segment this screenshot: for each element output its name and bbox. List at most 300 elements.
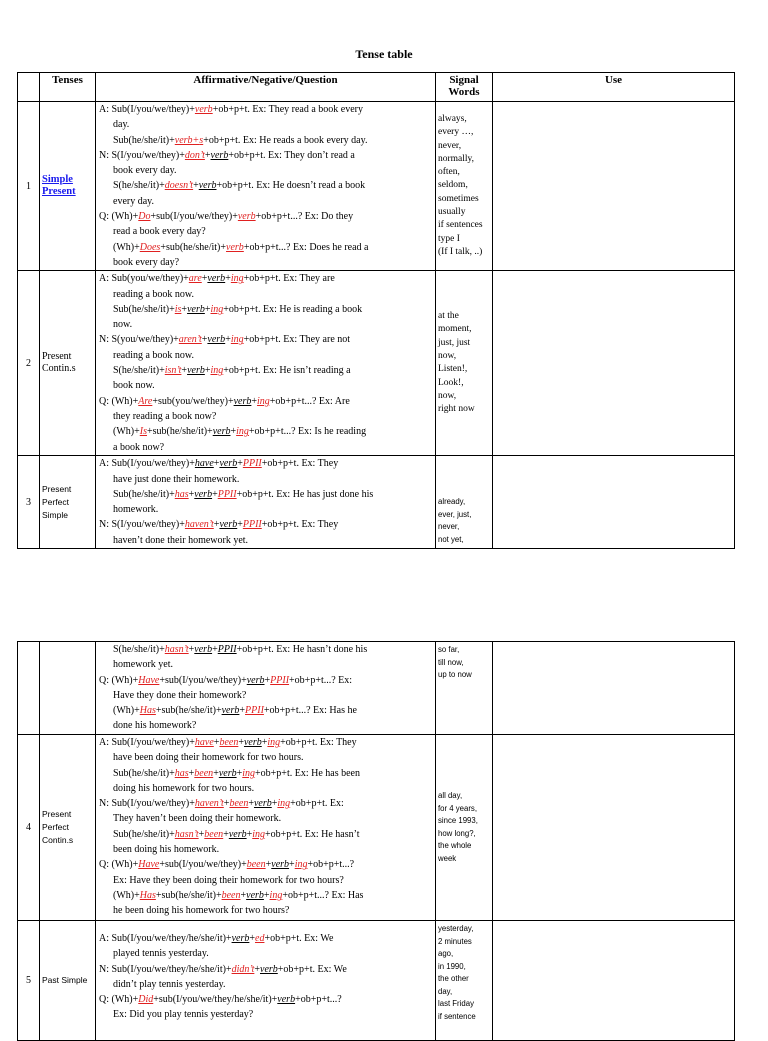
formula-text: + xyxy=(264,674,271,686)
formula-text: didn’t play tennis yesterday. xyxy=(113,978,226,990)
formula-token: PPII xyxy=(270,674,290,686)
formula-text: +ob+p+t...? Ex: Do they xyxy=(255,211,354,223)
formula-text: + xyxy=(289,859,295,871)
signal-word: since 1993, xyxy=(438,816,478,825)
formula-text: + xyxy=(213,767,219,779)
signal-word: ever, just, xyxy=(438,509,472,519)
formula-token: ed xyxy=(255,933,265,944)
formula-token: verb xyxy=(207,273,226,285)
formula-text: +ob+p+t. Ex: They are xyxy=(243,273,335,285)
tense-name-cell: Present Perfect Contin.s xyxy=(40,735,96,921)
formula-token: Are xyxy=(138,395,153,407)
tense-name-cell: Present Perfect Simple xyxy=(40,456,96,549)
formula-text: +ob+p+t. Ex: They xyxy=(261,458,339,470)
signal-word: at the xyxy=(438,311,459,322)
formula-line xyxy=(99,657,433,672)
header-signal-text: Signal Words xyxy=(448,74,480,98)
formula-token: been xyxy=(219,737,239,748)
signal-word: usually xyxy=(438,207,466,218)
formula-text: +ob+p+t...? xyxy=(307,859,355,871)
formula-line xyxy=(99,317,433,332)
formula-line xyxy=(99,440,433,455)
formula-text: +ob+p+t...? Ex: Is he reading xyxy=(248,426,367,438)
formula-text: now. xyxy=(113,319,133,331)
formula-text: done his homework? xyxy=(113,720,197,732)
formula-text: A: Sub(I/you/we/they/he/she/it)+ xyxy=(99,933,232,944)
formula-text: +ob+p+t. Ex: He doesn’t read a book xyxy=(216,180,366,192)
row-number: 2 xyxy=(18,271,40,456)
formula-text: Q: (Wh)+ xyxy=(99,859,139,871)
formula-token: ing xyxy=(277,798,291,810)
signal-word: right now xyxy=(438,404,475,415)
formula-line xyxy=(99,363,433,378)
formula-token: ing xyxy=(210,303,224,315)
formula-token: didn’t xyxy=(231,963,255,975)
formula-text: reading a book now. xyxy=(113,349,194,361)
formula-text: homework. xyxy=(113,504,159,516)
forms-cell xyxy=(96,921,436,1041)
formula-text: have been doing their homework for two hours. xyxy=(113,752,304,764)
signal-word: if sentence xyxy=(438,1011,476,1021)
formula-text: + xyxy=(213,458,220,470)
formula-text: Q: (Wh)+ xyxy=(99,211,139,223)
formula-line xyxy=(99,888,433,903)
use-cell xyxy=(493,735,735,921)
signal-word: 2 minutes xyxy=(438,936,472,946)
tense-name-cell: Present Contin.s xyxy=(40,271,96,456)
formula-line xyxy=(99,472,433,487)
formula-token: verb xyxy=(246,674,265,686)
formula-token: ing xyxy=(267,737,281,748)
formula-text: +sub(he/she/it)+ xyxy=(146,426,213,438)
formula-text: +sub(I/you/we/they)+ xyxy=(159,674,247,686)
formula-text: + xyxy=(225,273,231,285)
formula-token: verb xyxy=(174,134,193,146)
formula-text: +ob+p+t. Ex: He has been xyxy=(255,767,360,779)
table-row xyxy=(18,735,735,921)
formula-text: + xyxy=(265,859,272,871)
formula-token: been xyxy=(246,859,266,871)
table-row xyxy=(18,921,735,1041)
formula-token: verb xyxy=(198,180,217,192)
formula-token: hasn’t xyxy=(174,828,199,840)
formula-text: +ob+p+t. Ex: We xyxy=(264,933,334,944)
formula-text: A: Sub(I/you/we/they)+ xyxy=(99,458,195,470)
formula-line xyxy=(99,842,433,857)
formula-line xyxy=(99,1007,433,1022)
signal-words-cell xyxy=(436,642,493,735)
formula-text: +ob+p+t...? Ex: xyxy=(289,674,353,686)
signal-word: the whole xyxy=(438,841,472,850)
formula-token: has xyxy=(174,767,189,779)
formula-line xyxy=(99,703,433,718)
formula-text: N: S(I/you/we/they)+ xyxy=(99,149,185,161)
formula-token: verb xyxy=(219,519,238,531)
formula-line xyxy=(99,718,433,733)
formula-token: verb xyxy=(237,211,256,223)
formula-token: isn’t xyxy=(164,365,182,377)
row-number: 4 xyxy=(18,735,40,921)
formula-text: + xyxy=(181,365,188,377)
formula-line xyxy=(99,117,433,132)
signal-word: if sentences xyxy=(438,220,483,231)
formula-token: verb xyxy=(271,859,290,871)
formula-text: (Wh)+ xyxy=(113,241,140,253)
formula-text: + xyxy=(237,458,243,470)
formula-line xyxy=(99,502,433,517)
formula-token: Has xyxy=(139,889,156,901)
formula-token: verb xyxy=(194,488,213,500)
formula-text: N: Sub(I/you/we/they)+ xyxy=(99,798,195,810)
forms-cell xyxy=(96,456,436,549)
tense-link-simple-present[interactable]: Simple Present xyxy=(42,174,76,198)
formula-line xyxy=(99,224,433,239)
formula-line xyxy=(99,409,433,424)
signal-word: not yet, xyxy=(438,534,464,544)
formula-text: + xyxy=(236,767,243,779)
formula-token: PPII xyxy=(242,519,262,531)
formula-text: reading a book now. xyxy=(113,288,194,300)
formula-line xyxy=(99,302,433,317)
formula-token: verb xyxy=(243,737,262,748)
formula-token: verb xyxy=(210,149,229,161)
signal-word: up to now xyxy=(438,670,472,679)
formula-text: + xyxy=(181,303,188,315)
formula-text: +sub(I/you/we/they/he/she/it)+ xyxy=(153,994,278,1006)
formula-line xyxy=(99,673,433,688)
row-number: 3 xyxy=(18,456,40,549)
formula-token: Is xyxy=(139,426,147,438)
formula-line xyxy=(99,857,433,872)
signal-words-cell xyxy=(436,921,493,1041)
signal-word: so far, xyxy=(438,645,460,654)
formula-text: + xyxy=(223,798,230,810)
signal-word: all day, xyxy=(438,791,463,800)
formula-token: verb xyxy=(277,994,296,1006)
formula-text: book every day? xyxy=(113,256,180,268)
formula-text: Sub(he/she/it)+ xyxy=(113,134,175,146)
formula-line xyxy=(99,688,433,703)
formula-text: +sub(I/you/we/they)+ xyxy=(150,211,238,223)
signal-word: in 1990, xyxy=(438,961,466,971)
formula-line xyxy=(99,348,433,363)
formula-line xyxy=(99,394,433,409)
formula-text: + xyxy=(198,828,205,840)
formula-text: + xyxy=(212,488,218,500)
signal-word: sometimes xyxy=(438,193,479,204)
formula-token: PPII xyxy=(217,488,237,500)
formula-token: ing xyxy=(230,273,244,285)
formula-token: verb xyxy=(253,798,272,810)
formula-line xyxy=(99,946,433,961)
signal-word: just, just xyxy=(438,337,471,348)
formula-text: (Wh)+ xyxy=(113,705,140,717)
formula-text: +ob+p+t. Ex: They are not xyxy=(243,334,351,346)
formula-text: + xyxy=(213,737,220,748)
signal-word: Listen!, xyxy=(438,364,468,375)
formula-line xyxy=(99,766,433,781)
formula-line xyxy=(99,903,433,918)
row-number: 5 xyxy=(18,921,40,1041)
formula-text: +sub(you/we/they)+ xyxy=(152,395,234,407)
formula-token: ing xyxy=(210,365,224,377)
formula-text: Q: (Wh)+ xyxy=(99,674,139,686)
header-number xyxy=(18,73,40,102)
signal-word: now, xyxy=(438,390,457,401)
formula-token: hasn’t xyxy=(164,644,189,655)
formula-text: +ob+p+t. Ex: He is reading a book xyxy=(223,303,363,315)
formula-line xyxy=(99,487,433,502)
formula-text: + xyxy=(261,737,268,748)
formula-token: have xyxy=(194,458,214,470)
formula-token: Did xyxy=(138,994,154,1006)
signal-word: normally, xyxy=(438,153,475,164)
formula-text: Sub(he/she/it)+ xyxy=(113,303,175,315)
formula-token: are xyxy=(188,273,202,285)
signal-word: always, xyxy=(438,114,467,124)
forms-cell xyxy=(96,735,436,921)
formula-line xyxy=(99,255,433,270)
formula-token: don’t xyxy=(184,149,205,161)
formula-token: verb xyxy=(228,828,247,840)
formula-text: + xyxy=(225,334,231,346)
formula-text: + xyxy=(251,395,258,407)
formula-text: + xyxy=(201,334,208,346)
formula-token: verb xyxy=(260,963,278,975)
formula-token: have xyxy=(194,737,214,748)
formula-text: They haven’t been doing their homework. xyxy=(113,813,282,825)
formula-token: s xyxy=(199,134,204,146)
formula-line xyxy=(99,735,433,750)
formula-text: + xyxy=(248,798,254,810)
formula-line xyxy=(99,102,433,117)
formula-text: + xyxy=(238,737,244,748)
formula-text: been doing his homework. xyxy=(113,844,220,856)
formula-text: Sub(he/she/it)+ xyxy=(113,488,175,500)
formula-token: Does xyxy=(139,241,161,253)
formula-line xyxy=(99,517,433,532)
signal-word: (If I talk, ..) xyxy=(438,246,483,257)
formula-text: every day. xyxy=(113,195,154,207)
formula-text: S(he/she/it)+ xyxy=(113,365,165,377)
formula-token: verb xyxy=(218,767,237,779)
formula-token: verb xyxy=(194,104,213,115)
formula-token: haven’t xyxy=(184,519,214,531)
formula-line xyxy=(99,456,433,471)
formula-token: ing xyxy=(294,859,308,871)
page-title: Tense table xyxy=(355,47,413,61)
formula-text: Sub(he/she/it)+ xyxy=(113,767,175,779)
forms-cell xyxy=(96,642,436,735)
formula-text: +sub(he/she/it)+ xyxy=(160,241,227,253)
formula-line xyxy=(99,992,433,1007)
formula-line xyxy=(99,931,433,946)
signal-word: yesterday, xyxy=(438,924,474,933)
formula-text: + xyxy=(239,705,246,717)
formula-line xyxy=(99,209,433,224)
formula-line xyxy=(99,133,433,148)
formula-text: homework yet. xyxy=(113,659,173,671)
formula-text: + xyxy=(201,273,208,285)
formula-text: played tennis yesterday. xyxy=(113,948,209,960)
formula-text: +ob+p+t. Ex: He has just done his xyxy=(236,488,374,500)
formula-text: Sub(he/she/it)+ xyxy=(113,828,175,840)
formula-token: ing xyxy=(257,395,270,407)
formula-line xyxy=(99,378,433,393)
formula-token: Have xyxy=(138,674,160,686)
formula-text: Have they done their homework? xyxy=(113,689,247,701)
formula-token: verb xyxy=(233,395,252,407)
formula-text: +ob+p+t. Ex: They xyxy=(261,519,339,531)
formula-line xyxy=(99,977,433,992)
formula-token: doesn’t xyxy=(164,180,194,192)
formula-text: +ob+p+t...? Ex: Does he read a xyxy=(243,241,369,253)
formula-text: Ex: Have they been doing their homework for two hours? xyxy=(113,874,344,886)
formula-line xyxy=(99,424,433,439)
formula-token: verb xyxy=(219,458,238,470)
formula-text: day. xyxy=(113,119,130,131)
formula-token: been xyxy=(194,767,214,779)
formula-token: been xyxy=(221,889,241,901)
formula-text: (Wh)+ xyxy=(113,426,140,438)
formula-text: A: Sub(you/we/they)+ xyxy=(99,273,189,285)
formula-text: +ob+p+t...? Ex: Are xyxy=(269,395,350,407)
formula-text: read a book every day? xyxy=(113,226,206,238)
formula-token: has xyxy=(174,488,189,500)
formula-token: + xyxy=(192,134,200,146)
formula-text: +ob+p+t...? xyxy=(295,994,342,1006)
signal-word: week xyxy=(438,853,457,863)
formula-text: +ob+p+t. Ex: xyxy=(290,798,344,810)
formula-text: A: Sub(I/you/we/they)+ xyxy=(99,737,195,748)
signal-word: already, xyxy=(438,497,466,507)
formula-text: + xyxy=(249,933,255,944)
signal-word: often, xyxy=(438,167,460,178)
formula-token: ing xyxy=(252,828,266,840)
formula-text: + xyxy=(212,644,218,655)
formula-line xyxy=(99,332,433,347)
signal-word: never, xyxy=(438,140,462,151)
formula-text: a book now? xyxy=(113,441,165,453)
formula-text: +ob+p+t. Ex: He isn’t reading a xyxy=(223,365,351,377)
formula-token: ing xyxy=(230,334,244,346)
formula-text: A: Sub(I/you/we/they)+ xyxy=(99,104,195,115)
table-row xyxy=(18,642,735,735)
formula-text: book now. xyxy=(113,380,155,392)
formula-text: +sub(he/she/it)+ xyxy=(155,889,222,901)
formula-token: verb xyxy=(194,644,213,655)
formula-text: + xyxy=(246,828,253,840)
formula-text: N: S(you/we/they)+ xyxy=(99,334,179,346)
formula-text: + xyxy=(204,149,211,161)
formula-text: he been doing his homework for two hours? xyxy=(113,905,290,917)
signal-word: type I xyxy=(438,233,460,244)
formula-token: PPII xyxy=(245,705,264,717)
table-row xyxy=(18,102,735,271)
formula-text: +ob+p+t. Ex: He reads a book every day. xyxy=(203,134,368,146)
signal-words-cell xyxy=(436,271,493,456)
signal-word: now, xyxy=(438,350,457,361)
header-forms: Affirmative/Negative/Question xyxy=(96,73,436,102)
tense-table-part-1 xyxy=(17,72,735,549)
formula-text: +sub(I/you/we/they)+ xyxy=(159,859,247,871)
formula-line xyxy=(99,533,433,548)
formula-line xyxy=(99,271,433,286)
formula-token: haven’t xyxy=(194,798,224,810)
formula-token: Do xyxy=(138,211,151,223)
formula-text: + xyxy=(188,644,195,655)
formula-line xyxy=(99,811,433,826)
header-row xyxy=(18,73,735,102)
formula-token: verb xyxy=(187,303,205,315)
signal-word: for 4 years, xyxy=(438,803,477,813)
formula-line xyxy=(99,962,433,977)
signal-word: Look!, xyxy=(438,377,464,388)
formula-text: + xyxy=(254,963,260,975)
formula-text: +ob+p+t. Ex: We xyxy=(277,963,347,975)
formula-text: (Wh)+ xyxy=(113,889,140,901)
formula-text: haven’t done their homework yet. xyxy=(113,534,249,546)
signal-words-cell xyxy=(436,735,493,921)
formula-line xyxy=(99,873,433,888)
signal-word: never, xyxy=(438,522,460,532)
formula-line xyxy=(99,194,433,209)
formula-token: verb xyxy=(221,705,240,717)
formula-text: + xyxy=(230,426,237,438)
formula-text: + xyxy=(223,828,229,840)
formula-token: verb xyxy=(231,933,250,944)
formula-text: +ob+p+t. Ex: They xyxy=(280,737,357,748)
formula-text: Q: (Wh)+ xyxy=(99,395,139,407)
signal-word: till now, xyxy=(438,657,464,667)
formula-text: +ob+p+t. Ex: He hasn’t xyxy=(265,828,360,840)
formula-line xyxy=(99,287,433,302)
formula-line xyxy=(99,642,433,657)
formula-text: +ob+p+t...? Ex: Has he xyxy=(263,705,357,717)
formula-token: been xyxy=(229,798,249,810)
row-number: 1 xyxy=(18,102,40,271)
header-use: Use xyxy=(493,73,735,102)
formula-text: book every day. xyxy=(113,165,177,177)
use-cell xyxy=(493,271,735,456)
formula-text: + xyxy=(204,303,211,315)
formula-line xyxy=(99,796,433,811)
formula-line xyxy=(99,827,433,842)
formula-text: +sub(he/she/it)+ xyxy=(155,705,222,717)
formula-line xyxy=(99,163,433,178)
formula-token: Have xyxy=(138,859,160,871)
forms-cell xyxy=(96,271,436,456)
formula-token: verb xyxy=(212,426,231,438)
signal-word: the other xyxy=(438,974,469,983)
tense-name-cell: Past Simple xyxy=(40,921,96,1041)
tense-table-part-2 xyxy=(17,641,735,1041)
formula-token: ing xyxy=(269,889,283,901)
formula-token: verb xyxy=(207,334,226,346)
signal-word: how long?, xyxy=(438,828,476,838)
formula-text: +ob+p+t. Ex: They read a book every xyxy=(212,104,363,115)
formula-text: N: Sub(I/you/we/they/he/she/it)+ xyxy=(99,963,232,975)
formula-token: aren’t xyxy=(178,334,202,346)
formula-text: +ob+p+t. Ex: They don’t read a xyxy=(228,149,355,161)
formula-text: + xyxy=(263,889,270,901)
row-number xyxy=(18,642,40,735)
use-cell xyxy=(493,456,735,549)
formula-text: have just done their homework. xyxy=(113,473,240,485)
formula-line xyxy=(99,781,433,796)
signal-word: seldom, xyxy=(438,180,468,191)
formula-text: Q: (Wh)+ xyxy=(99,994,139,1006)
